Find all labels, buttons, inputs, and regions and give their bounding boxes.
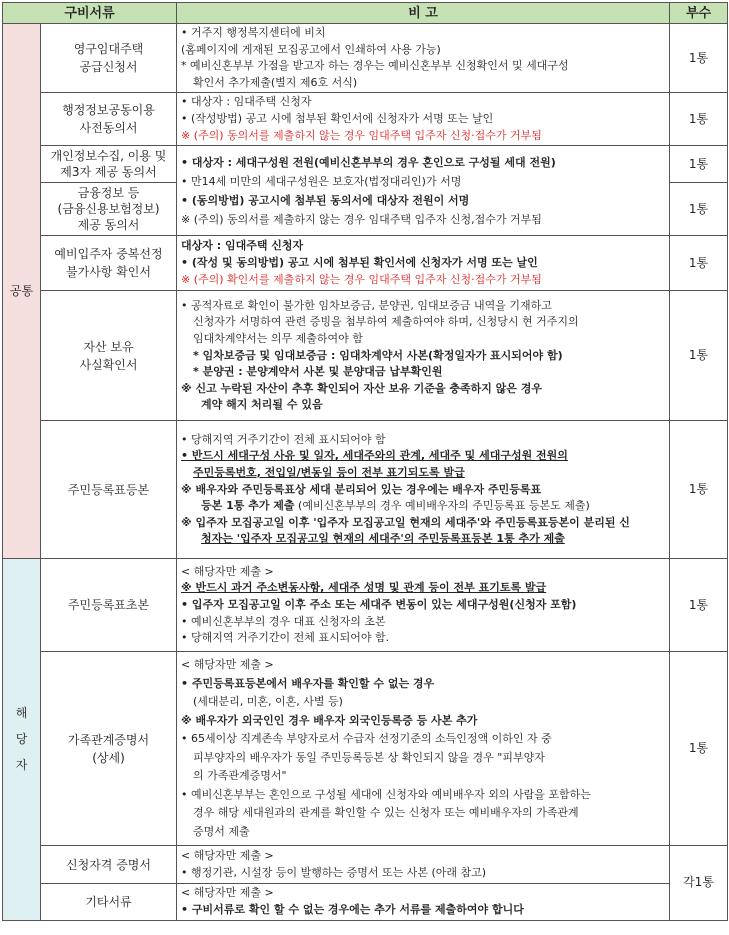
doc-name: 기타서류 <box>41 884 177 920</box>
copies-cell: 1통 <box>670 652 728 846</box>
doc-name: 주민등록표등본 <box>41 421 177 559</box>
copies-cell: 각1통 <box>670 846 728 920</box>
copies-cell: 1통 <box>670 291 728 421</box>
remarks-cell: 대상자 : 임대주택 신청자 • (작성 및 동의방법) 공고 시에 첨부된 확인서에 신청자가 서명 또는 날인 ※ (주의) 확인서를 제출하지 않는 경우 임대주택 입주자 신청·접수가 거부됨 <box>177 236 670 291</box>
doc-name: 주민등록표초본 <box>41 559 177 652</box>
table-row <box>3 291 728 421</box>
remarks-cell: • 거주지 행정복지센터에 비치 (홈페이지에 게재된 모집공고에서 인쇄하여 사용 가능) * 예비신혼부부 가점을 받고자 하는 경우는 예비신혼부부 신청확인서 및 세대구성 확인서 추가제출(별지 제6호 서식) <box>177 24 670 93</box>
table-row <box>3 884 728 920</box>
doc-name: 예비입주자 중복선정 불가사항 확인서 <box>41 236 177 291</box>
table-row <box>3 24 728 93</box>
copies-cell: 1통 <box>670 24 728 93</box>
copies-cell: 1통 <box>670 559 728 652</box>
table-row <box>3 236 728 291</box>
doc-name: 가족관계증명서 (상세) <box>41 652 177 846</box>
doc-name: 신청자격 증명서 <box>41 846 177 884</box>
copies-cell: 1통 <box>670 183 728 236</box>
copies-cell: 1통 <box>670 421 728 559</box>
doc-name: 영구임대주택 공급신청서 <box>41 24 177 93</box>
table-row <box>3 559 728 652</box>
doc-name: 자산 보유 사실확인서 <box>41 291 177 421</box>
table-row <box>3 421 728 559</box>
remarks-cell: < 해당자만 제출 > • 행정기관, 시설장 등이 발행하는 증명서 또는 사본 (아래 참고) <box>177 846 670 884</box>
doc-name: 개인정보수집, 이용 및 제3자 제공 동의서 <box>41 146 177 183</box>
table-row <box>3 652 728 846</box>
category-applicable: 해 당 자 <box>3 559 41 920</box>
required-documents-table <box>2 2 728 921</box>
header-remarks: 비 고 <box>177 3 670 24</box>
doc-name: 금융정보 등 (금융신용보험정보) 제공 동의서 <box>41 183 177 236</box>
remarks-cell: • 당해지역 거주기간이 전체 표시되어야 함 • 반드시 세대구성 사유 및 일자, 세대주와의 관계, 세대주 및 세대구성원 전원의 주민등록번호, 전입일/변동일 등이 전부 표기되도록 발급 ※ 배우자와 주민등록표상 세대 분리되어 있는 경우에는 배우자 주민등록표 등본 1통 추가 제출 (예비신혼부부의 경우 예비배우자의 주민등록표 등본도 제출) ※ 입주자 모집공고일 이후 '입주자 모집공고일 현재의 세대주'와 주민등록표등본이 분리된 신 청자는 '입주자 모집공고일 현재의 세대주'의 주민등록표등본 1통 추가 제출 <box>177 421 670 559</box>
table-row <box>3 846 728 884</box>
remarks-cell: • 대상자 : 임대주택 신청자 • (작성방법) 공고 시에 첨부된 확인서에 신청자가 서명 또는 날인 ※ (주의) 동의서를 제출하지 않는 경우 임대주택 입주자 신청·접수가 거부됨 <box>177 93 670 146</box>
remarks-cell: • 대상자 : 세대구성원 전원(예비신혼부부의 경우 혼인으로 구성될 세대 전원) • 만14세 미만의 세대구성원은 보호자(법정대리인)가 서명 • (동의방법) 공고시에 첨부된 동의서에 대상자 전원이 서명 ※ (주의) 동의서를 제출하지 않는 경우 임대주택 입주자 신청,접수가 거부됨 <box>177 146 670 236</box>
table-row <box>3 93 728 146</box>
doc-name: 행정정보공동이용 사전동의서 <box>41 93 177 146</box>
header-copies: 부수 <box>670 3 728 24</box>
table-row <box>3 146 728 183</box>
remarks-cell: < 해당자만 제출 > ※ 반드시 과거 주소변동사항, 세대주 성명 및 관계 등이 전부 표기토록 발급 • 입주자 모집공고일 이후 주소 또는 세대주 변동이 있는 세대구성원(신청자 포함) • 예비신혼부부의 경우 대표 신청자의 초본 • 당해지역 거주기간이 전체 표시되어야 함. <box>177 559 670 652</box>
copies-cell: 1통 <box>670 146 728 183</box>
remarks-cell: • 공적자료로 확인이 불가한 임차보증금, 분양권, 임대보증금 내역을 기재하고 신청자가 서명하여 관련 증빙을 첨부하여 제출하여야 하며, 신청당시 현 거주지의 임대차계약서는 의무 제출하여야 함 * 임차보증금 및 임대보증금 : 임대차계약서 사본(확정일자가 표시되어야 함) * 분양권 : 분양계약서 사본 및 분양대금 납부확인원 ※ 신고 누락된 자산이 추후 확인되어 자산 보유 기준을 충족하지 않은 경우 계약 해지 처리될 수 있음 <box>177 291 670 421</box>
copies-cell: 1통 <box>670 93 728 146</box>
header-documents: 구비서류 <box>3 3 177 24</box>
copies-cell: 1통 <box>670 236 728 291</box>
remarks-cell: < 해당자만 제출 > • 구비서류로 확인 할 수 없는 경우에는 추가 서류를 제출하여야 합니다 <box>177 884 670 920</box>
category-common: 공통 <box>3 24 41 559</box>
remarks-cell: < 해당자만 제출 > • 주민등록표등본에서 배우자를 확인할 수 없는 경우 (세대분리, 미혼, 이혼, 사별 등) ※ 배우자가 외국인인 경우 배우자 외국인등록증 등 사본 추가 • 65세이상 직계존속 부양자로서 수급자 선정기준의 소득인정액 이하인 자 중 피부양자의 배우자가 동일 주민등록등본 상 확인되지 않을 경우 "피부양자 의 가족관계증명서" • 예비신혼부부는 혼인으로 구성될 세대에 신청자와 예비배우자 외의 사람을 포함하는 경우 해당 세대원과의 관계를 확인할 수 있는 신청자 또는 예비배우자의 가족관계 증명서 제출 <box>177 652 670 846</box>
header-row <box>3 3 728 24</box>
